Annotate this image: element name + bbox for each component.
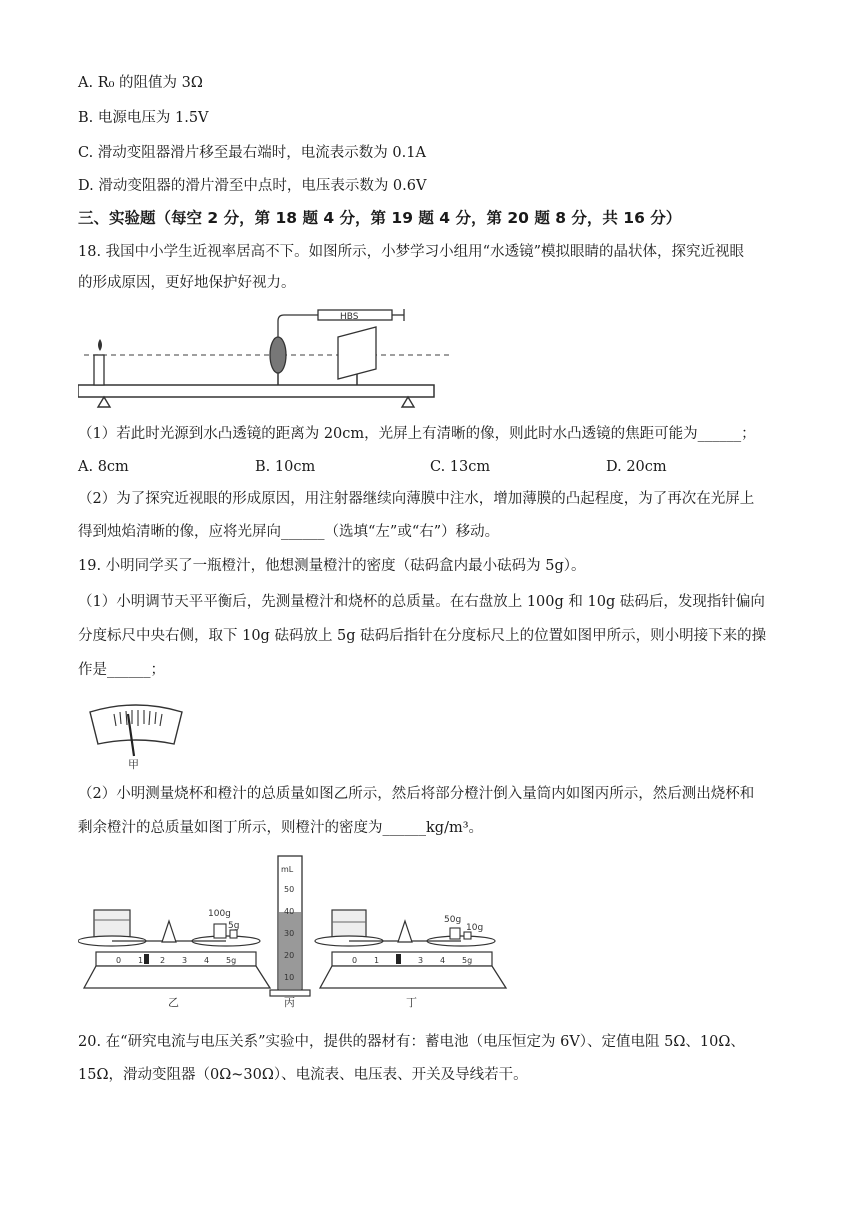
fig-yi-caption: 乙 bbox=[168, 996, 179, 1009]
weight-10g-icon bbox=[464, 932, 471, 939]
syringe-icon bbox=[318, 309, 404, 322]
light-screen-icon bbox=[338, 327, 376, 385]
cylinder-unit: mL bbox=[281, 865, 294, 874]
ding-weight-10g: 10g bbox=[466, 923, 484, 933]
ding-rider bbox=[396, 954, 401, 964]
q18-stem-line1: 18. 我国中小学生近视率居高不下。如图所示，小梦学习小组用“水透镜”模拟眼睛的晶状体，探究近视眼 bbox=[78, 244, 744, 260]
q18-part2-line2: 得到烛焰清晰的像，应将光屏向______（选填“左”或“右”）移动。 bbox=[78, 524, 500, 540]
syringe-label: HBS bbox=[340, 312, 359, 322]
choice-d: D. 滑动变阻器的滑片滑至中点时，电压表示数为 0.6V bbox=[78, 178, 427, 194]
bench-foot-right bbox=[402, 397, 414, 407]
balance-ding bbox=[315, 910, 506, 1009]
balance-cylinder-figure bbox=[78, 848, 508, 1012]
yi-scale-3: 3 bbox=[182, 956, 188, 965]
scale-pointer-figure bbox=[86, 700, 186, 772]
choice-c: C. 滑动变阻器滑片移至最右端时，电流表示数为 0.1A bbox=[78, 145, 426, 161]
yi-scale-2: 2 bbox=[160, 956, 166, 965]
fig-ding-caption: 丁 bbox=[406, 996, 417, 1009]
q20-stem-line2: 15Ω，滑动变阻器（0Ω~30Ω）、电流表、电压表、开关及导线若干。 bbox=[78, 1067, 528, 1083]
yi-rider bbox=[144, 954, 149, 964]
q18-part2-line1: （2）为了探究近视眼的形成原因，用注射器继续向薄膜中注水，增加薄膜的凸起程度，为了再次在光屏上 bbox=[78, 491, 755, 507]
cylinder-tick-50: 50 bbox=[284, 885, 295, 894]
ding-scale-4: 4 bbox=[440, 956, 446, 965]
optical-bench bbox=[78, 385, 434, 397]
ding-scale-1: 1 bbox=[374, 956, 380, 965]
choice-a: A. R₀ 的阻值为 3Ω bbox=[78, 75, 203, 91]
optical-bench-figure bbox=[78, 305, 458, 410]
cylinder-tick-40: 40 bbox=[284, 907, 295, 916]
section-heading: 三、实验题（每空 2 分，第 18 题 4 分，第 19 题 4 分，第 20 题 8 分，共 16 分） bbox=[78, 209, 682, 227]
q19-part1-line3: 作是______； bbox=[78, 662, 165, 678]
q19-part2-line1: （2）小明测量烧杯和橙汁的总质量如图乙所示，然后将部分橙汁倒入量筒内如图丙所示，然后测出烧杯和 bbox=[78, 786, 755, 802]
yi-scale-0: 0 bbox=[116, 956, 122, 965]
q18-option-d: D. 20cm bbox=[606, 459, 667, 475]
ding-weight-50g: 50g bbox=[444, 915, 462, 925]
q18-option-b: B. 10cm bbox=[255, 459, 316, 475]
choice-b: B. 电源电压为 1.5V bbox=[78, 110, 209, 126]
q20-stem-line1: 20. 在“研究电流与电压关系”实验中，提供的器材有：蓄电池（电压恒定为 6V）、定值电阻 5Ω、10Ω、 bbox=[78, 1034, 745, 1050]
q19-part1-line2: 分度标尺中央右侧，取下 10g 砝码放上 5g 砝码后指针在分度标尺上的位置如图甲所示，则小明接下来的操 bbox=[78, 628, 767, 644]
weight-5g-icon bbox=[230, 930, 237, 938]
ding-scale-5: 5g bbox=[462, 956, 473, 965]
cylinder-tick-10: 10 bbox=[284, 973, 295, 982]
q19-part1-line1: （1）小明调节天平平衡后，先测量橙汁和烧杯的总质量。在右盘放上 100g 和 10g 砝码后，发现指针偏向 bbox=[78, 594, 765, 610]
yi-scale-1: 1 bbox=[138, 956, 144, 965]
fig-bing-caption: 丙 bbox=[284, 996, 295, 1009]
q18-part1: （1）若此时光源到水凸透镜的距离为 20cm，光屏上有清晰的像，则此时水凸透镜的焦距可能为______； bbox=[78, 426, 756, 442]
water-lens-icon bbox=[270, 315, 318, 385]
ding-scale-0: 0 bbox=[352, 956, 358, 965]
yi-weight-5g: 5g bbox=[228, 921, 240, 931]
fig-jia-caption: 甲 bbox=[128, 758, 139, 771]
cylinder-tick-30: 30 bbox=[284, 929, 295, 938]
weight-50g-icon bbox=[450, 928, 460, 939]
q19-part2-line2: 剩余橙汁的总质量如图丁所示，则橙汁的密度为______kg/m³。 bbox=[78, 820, 484, 836]
bench-foot-left bbox=[98, 397, 110, 407]
ding-scale-3: 3 bbox=[418, 956, 424, 965]
q18-option-a: A. 8cm bbox=[78, 459, 129, 475]
q19-stem: 19. 小明同学买了一瓶橙汁，他想测量橙汁的密度（砝码盒内最小砝码为 5g）。 bbox=[78, 558, 586, 574]
yi-scale-5: 5g bbox=[226, 956, 237, 965]
weight-100g-icon bbox=[214, 924, 226, 938]
yi-weight-100g: 100g bbox=[208, 909, 231, 919]
q18-stem-line2: 的形成原因，更好地保护好视力。 bbox=[78, 275, 296, 291]
yi-scale-4: 4 bbox=[204, 956, 210, 965]
q18-option-c: C. 13cm bbox=[430, 459, 491, 475]
balance-yi bbox=[78, 909, 270, 1009]
graduated-cylinder bbox=[270, 856, 310, 1009]
candle-icon bbox=[94, 339, 104, 385]
cylinder-tick-20: 20 bbox=[284, 951, 295, 960]
